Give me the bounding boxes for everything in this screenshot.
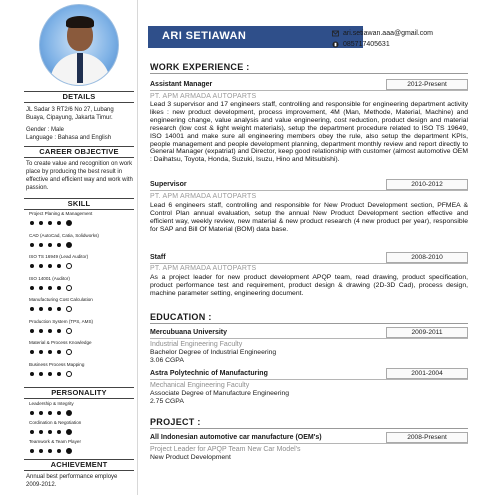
job-date: 2012-Present [386, 79, 468, 90]
rating-dot [48, 449, 52, 453]
faculty-name: Mechanical Engineering Faculty [150, 382, 250, 389]
rating-dot [57, 430, 61, 434]
rating-dot [66, 371, 72, 377]
job-title: Staff [150, 254, 166, 261]
rating-dot [30, 243, 34, 247]
school-name: Mercubuana University [150, 329, 228, 336]
rating-dot [48, 430, 52, 434]
gpa-value: 2.75 CGPA [150, 398, 184, 405]
rating-dot [39, 221, 43, 225]
rating-dot [66, 306, 72, 312]
rating-dots [30, 448, 72, 454]
education-header [150, 328, 468, 339]
language-text: Language : Bahasa and English [26, 135, 112, 141]
rating-label: ISO TS 16949 (Lead Auditor) [29, 254, 89, 259]
rating-label: CAD (AutoCad, Catia, Solidworks) [29, 232, 99, 238]
rating-dot [48, 286, 52, 290]
rating-dot [39, 411, 43, 415]
rating-dots [30, 410, 72, 416]
job-date: 2010-2012 [386, 179, 468, 190]
personality-heading: PERSONALITY [24, 387, 134, 399]
rating-dot [66, 285, 72, 291]
profile-photo [39, 4, 119, 86]
rating-label: Material & Process Knowledge [29, 340, 92, 345]
rating-dot [39, 329, 43, 333]
rating-dot [30, 411, 34, 415]
rating-dot [66, 263, 72, 269]
rating-dots [30, 220, 72, 226]
rating-dots [30, 242, 72, 248]
rating-dot [30, 329, 34, 333]
rating-dot [48, 350, 52, 354]
education-header [150, 369, 468, 380]
profile-photo-frame [26, 2, 132, 88]
contact-block [332, 28, 433, 50]
rating-dot [39, 430, 43, 434]
education-date: 2001-2004 [386, 368, 468, 379]
rating-dot [48, 243, 52, 247]
skill-heading: SKILL [24, 198, 134, 210]
rating-label: Teamwork & Team Player [29, 439, 81, 444]
project-header [150, 433, 468, 444]
rating-dot [39, 286, 43, 290]
job-description: As a project leader for new product development APQP team, read drawing, product specification, product performance test and requirement, product design & drawing (2D-3D Cad), process design, machine parameter setting, engineering document. [150, 274, 468, 297]
company-name: PT. APM ARMADA AUTOPARTS [150, 93, 257, 100]
rating-dot [66, 429, 72, 435]
rating-dots [30, 306, 72, 312]
address-text: JL Sadar 3 RT2/6 No 27, Lubang Buaya, Cipayung, Jakarta Timur. [26, 107, 114, 121]
job-title: Assistant Manager [150, 81, 213, 88]
career-objective-heading: CAREER OBJECTIVE [24, 146, 134, 158]
rating-dot [30, 449, 34, 453]
rating-dot [66, 328, 72, 334]
rating-label: Manufacturing Cost Calculation [29, 297, 93, 302]
faculty-name: Industrial Engineering Faculty [150, 341, 243, 348]
job-header [150, 253, 468, 264]
rating-dot [57, 372, 61, 376]
rating-label: Business Process Mapping [29, 361, 85, 367]
rating-dots [30, 285, 72, 291]
job-header [150, 80, 468, 91]
rating-dot [66, 448, 72, 454]
phone-icon [332, 41, 339, 48]
rating-dot [39, 264, 43, 268]
rating-dots [30, 371, 72, 377]
rating-label: Cordination & Negotiation [29, 420, 82, 425]
divider [150, 323, 468, 324]
rating-dot [39, 307, 43, 311]
rating-dot [30, 430, 34, 434]
rating-dot [57, 264, 61, 268]
rating-dots [30, 429, 72, 435]
job-description: Lead 3 supervisor and 17 engineers staff, controlling and responsible for engineering department activity likes : new product development, process improvement, 4M (Man, Methode, Material, Machine) and engineering change, value analysis and value engineering, cost reduction, product design and material research (low cost & light weight materials), setup the department procedure related to ISO TS 19649, ISO 14001 and make sure all engineering members obey the rule, also setup the department KPIs, people management and people development planning, department monthly review and report directly to General Manager (expatriat) and Director, keep good relationship with customer (almost automotive OEM : Daihatsu, Toyota, Honda, Suzuki, Isuzu, Hino and Mitsubishi). [150, 101, 468, 164]
rating-dot [30, 221, 34, 225]
job-header [150, 180, 468, 191]
degree-name: Associate Degree of Manufacture Engineering [150, 390, 290, 397]
rating-dot [30, 264, 34, 268]
rating-dots [30, 328, 72, 334]
rating-dot [66, 220, 72, 226]
rating-dot [39, 449, 43, 453]
rating-dot [48, 307, 52, 311]
rating-dot [39, 350, 43, 354]
project-detail: New Product Development [150, 454, 231, 461]
divider [150, 428, 468, 429]
rating-dot [57, 449, 61, 453]
divider [150, 73, 468, 74]
rating-dot [30, 350, 34, 354]
project-name: All Indonesian automotive car manufacture (OEM's) [150, 434, 322, 441]
rating-dot [57, 243, 61, 247]
gpa-value: 3.06 CGPA [150, 357, 184, 364]
email-icon [332, 30, 339, 37]
main-content [140, 0, 473, 495]
rating-dots [30, 349, 72, 355]
gender-text: Gender : Male [26, 127, 65, 133]
project-heading: PROJECT : [150, 417, 201, 427]
rating-dots [30, 263, 72, 269]
rating-dot [48, 264, 52, 268]
project-date: 2008-Present [386, 432, 468, 443]
achievement-heading: ACHIEVEMENT [24, 459, 134, 471]
rating-dot [30, 307, 34, 311]
work-experience-heading: WORK EXPERIENCE : [150, 62, 250, 72]
rating-dot [57, 350, 61, 354]
rating-dot [57, 221, 61, 225]
name-banner [148, 26, 363, 48]
rating-dot [57, 329, 61, 333]
rating-label: ISO 14001 (Auditor) [29, 275, 70, 281]
rating-dot [57, 286, 61, 290]
rating-dot [66, 349, 72, 355]
rating-dot [66, 410, 72, 416]
degree-name: Bachelor Degree of Industrial Engineering [150, 349, 277, 356]
rating-dot [48, 329, 52, 333]
project-role: Project Leader for APQP Team New Car Model's [150, 446, 301, 453]
rating-dot [57, 411, 61, 415]
phone-number: 085717405631 [343, 41, 390, 48]
job-date: 2008-2010 [386, 252, 468, 263]
rating-dot [30, 372, 34, 376]
rating-dot [48, 411, 52, 415]
rating-dot [39, 243, 43, 247]
email-link[interactable]: ari.setiawan.aaa@gmail.com [343, 30, 433, 37]
rating-label: Project Planing & Management [29, 211, 93, 216]
rating-dot [57, 307, 61, 311]
rating-dot [48, 372, 52, 376]
rating-dot [66, 242, 72, 248]
school-name: Astra Polytechnic of Manufacturing [150, 370, 268, 377]
rating-label: Leadership & Integrity [29, 401, 74, 406]
rating-dot [30, 286, 34, 290]
education-date: 2009-2011 [386, 327, 468, 338]
company-name: PT. APM ARMADA AUTOPARTS [150, 193, 257, 200]
education-heading: EDUCATION : [150, 312, 212, 322]
career-objective-text: To create value and recognition on work place by producing the best result in effective and efficient way and work with passion. [26, 161, 133, 191]
rating-dot [48, 221, 52, 225]
sidebar [22, 0, 138, 495]
details-heading: DETAILS [24, 91, 134, 103]
rating-label: Production System (TPS, AMS) [29, 318, 94, 324]
full-name: ARI SETIAWAN [162, 30, 247, 42]
rating-dot [39, 372, 43, 376]
job-description: Lead 6 engineers staff, controlling and responsible for New Product Development section, PFMEA & Control Plan annual evaluation, setup the annual New Product Development section effective and efficient way, weekly review, new material & new product research (4 new product per year), responsible for SAP and Bill Of Material (BOM) data base. [150, 202, 468, 233]
achievement-text: Annual best performance employe 2009-2012. [26, 474, 118, 488]
company-name: PT. APM ARMADA AUTOPARTS [150, 265, 257, 272]
job-title: Supervisor [150, 181, 187, 188]
